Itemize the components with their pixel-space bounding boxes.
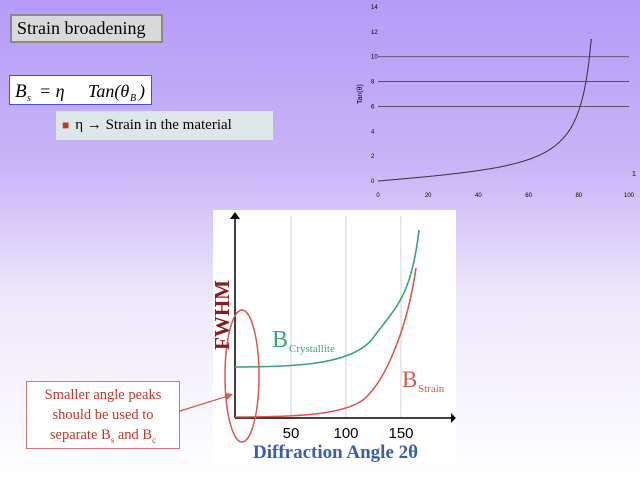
- tan-y-tick: 4: [371, 129, 375, 136]
- tan-chart: [354, 0, 636, 204]
- strain-label-sub: Strain: [418, 383, 445, 395]
- tan-y-tick: 2: [371, 154, 375, 161]
- tan-x-tick: 100: [623, 193, 635, 199]
- formula-eq: = η: [39, 81, 65, 101]
- fwhm-xlabel: Diffraction Angle 2θ: [253, 442, 419, 463]
- bullet-item: [56, 111, 273, 140]
- formula-lhs: B: [15, 81, 27, 102]
- crystallite-label-sub: Crystallite: [289, 343, 335, 355]
- tan-right-marker: 1: [632, 171, 636, 178]
- tan-y-tick: 12: [371, 29, 378, 36]
- callout-and: and B: [114, 427, 153, 443]
- formula: [10, 76, 153, 106]
- callout-line1: Smaller angle peaks: [44, 387, 162, 403]
- tan-x-tick: 20: [424, 193, 432, 199]
- formula-box: [9, 75, 152, 105]
- tan-chart-ylabel: Tan(θ): [357, 84, 364, 104]
- formula-close: ): [139, 81, 145, 101]
- fwhm-x-tick: 100: [333, 425, 359, 442]
- fwhm-x-tick: 150: [388, 425, 414, 442]
- bullet-icon: ■: [62, 118, 70, 132]
- callout-line2: should be used to: [52, 407, 154, 423]
- fwhm-x-tick: 50: [282, 425, 300, 442]
- crystallite-label: B: [272, 327, 289, 353]
- tan-x-tick: 0: [376, 193, 380, 199]
- callout-line3: [27, 425, 179, 450]
- fwhm-chart: [210, 210, 456, 463]
- tan-y-tick: 10: [371, 54, 378, 61]
- tan-x-tick: 60: [525, 193, 532, 199]
- slide-title: Strain broadening: [10, 14, 163, 43]
- tan-curve: [378, 39, 591, 181]
- formula-fn-sub: B: [130, 93, 137, 104]
- tan-y-tick: 0: [371, 179, 375, 185]
- callout-sub2: c: [152, 434, 157, 445]
- callout-note: [26, 381, 180, 449]
- callout-sub1: s: [110, 434, 115, 445]
- formula-lhs-sub: s: [27, 93, 31, 104]
- fwhm-ylabel: FWHM: [210, 280, 234, 350]
- strain-label: B: [402, 367, 418, 392]
- bullet-text: η → Strain in the material: [75, 117, 232, 133]
- tan-x-tick: 80: [575, 193, 583, 199]
- tan-x-tick: 40: [475, 193, 482, 199]
- callout-line3-prefix: separate B: [49, 427, 111, 443]
- tan-y-tick: 8: [371, 79, 375, 86]
- tan-y-tick: 14: [371, 5, 378, 11]
- tan-y-tick: 6: [371, 104, 375, 111]
- formula-fn: Tan(θ: [88, 81, 130, 101]
